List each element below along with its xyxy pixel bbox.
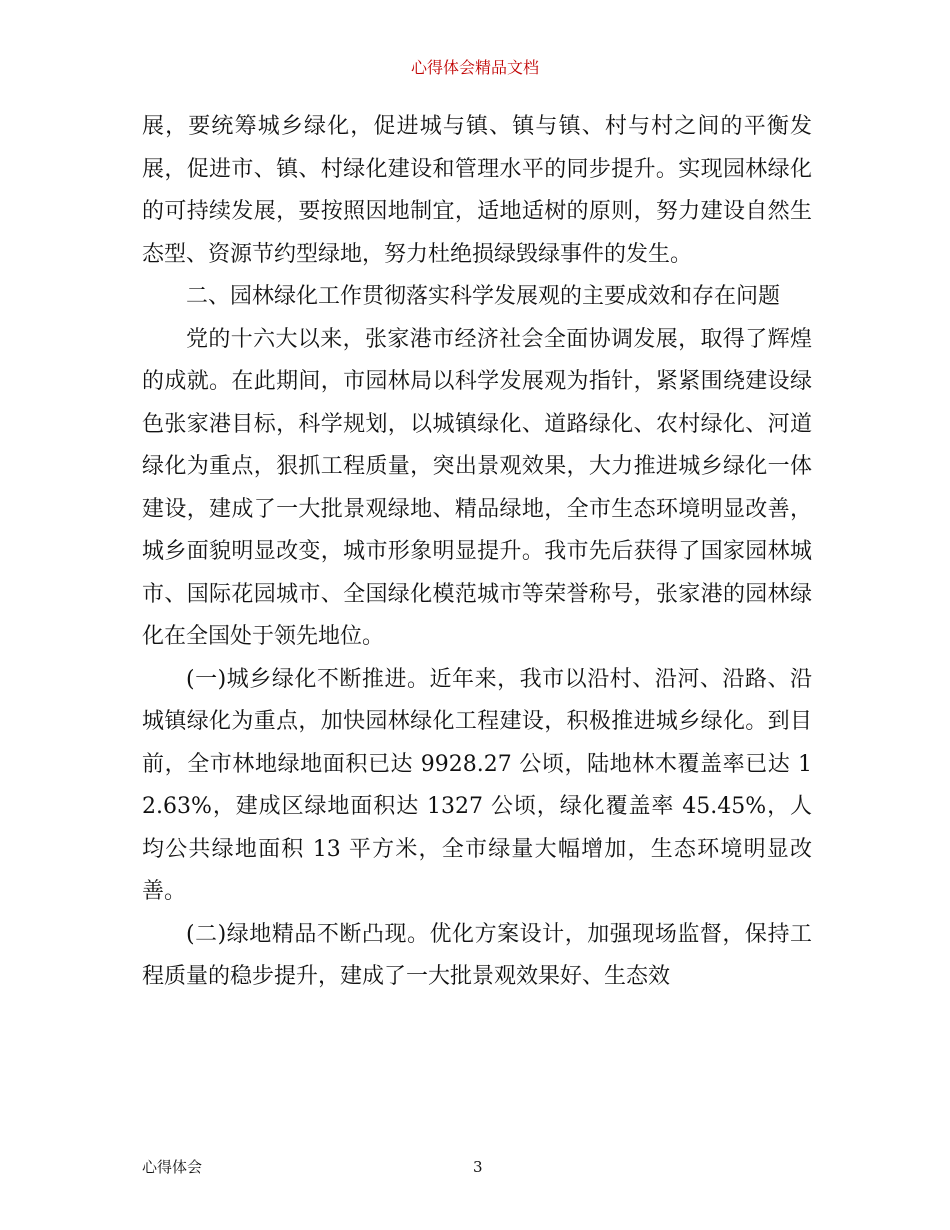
paragraph-achievements: 党的十六大以来，张家港市经济社会全面协调发展，取得了辉煌的成就。在此期间，市园林局以科学发展观为指针，紧紧围绕建设绿色张家港目标，科学规划，以城镇绿化、道路绿化、农村绿化、河道绿化为重点，狠抓工程质量，突出景观效果，大力推进城乡绿化一体建设，建成了一大批景观绿地、精品绿地，全市生态环境明显改善，城乡面貌明显改变，城市形象明显提升。我市先后获得了国家园林城市、国际花园城市、全国绿化模范城市等荣誉称号，张家港的园林绿化在全国处于领先地位。 xyxy=(142,326,812,649)
page-footer xyxy=(142,1156,812,1178)
footer-label: 心得体会 xyxy=(142,1158,203,1176)
document-body xyxy=(142,106,812,999)
page-header: 心得体会精品文档 xyxy=(410,58,539,77)
page-number: 3 xyxy=(473,1158,483,1176)
section-heading-2: 二、园林绿化工作贯彻落实科学发展观的主要成效和存在问题 xyxy=(186,284,781,309)
paragraph-green-space-quality: (二)绿地精品不断凸现。优化方案设计，加强现场监督，保持工程质量的稳步提升，建成了一大批景观效果好、生态效 xyxy=(142,921,812,989)
paragraph-urban-rural-greening: (一)城乡绿化不断推进。近年来，我市以沿村、沿河、沿路、沿城镇绿化为重点，加快园林绿化工程建设，积极推进城乡绿化。到目前，全市林地绿地面积已达 9928.27 公顷，陆地林木覆盖率已达 12.63%，建成区绿地面积达 1327 公顷，绿化覆盖率 45.45%，人均公共绿地面积 13 平方米，全市绿量大幅增加，生态环境明显改善。 xyxy=(142,666,812,904)
paragraph-1-continuation: 展，要统筹城乡绿化，促进城与镇、镇与镇、村与村之间的平衡发展，促进市、镇、村绿化建设和管理水平的同步提升。实现园林绿化的可持续发展，要按照因地制宜，适地适树的原则，努力建设自然生态型、资源节约型绿地，努力杜绝损绿毁绿事件的发生。 xyxy=(142,114,812,267)
